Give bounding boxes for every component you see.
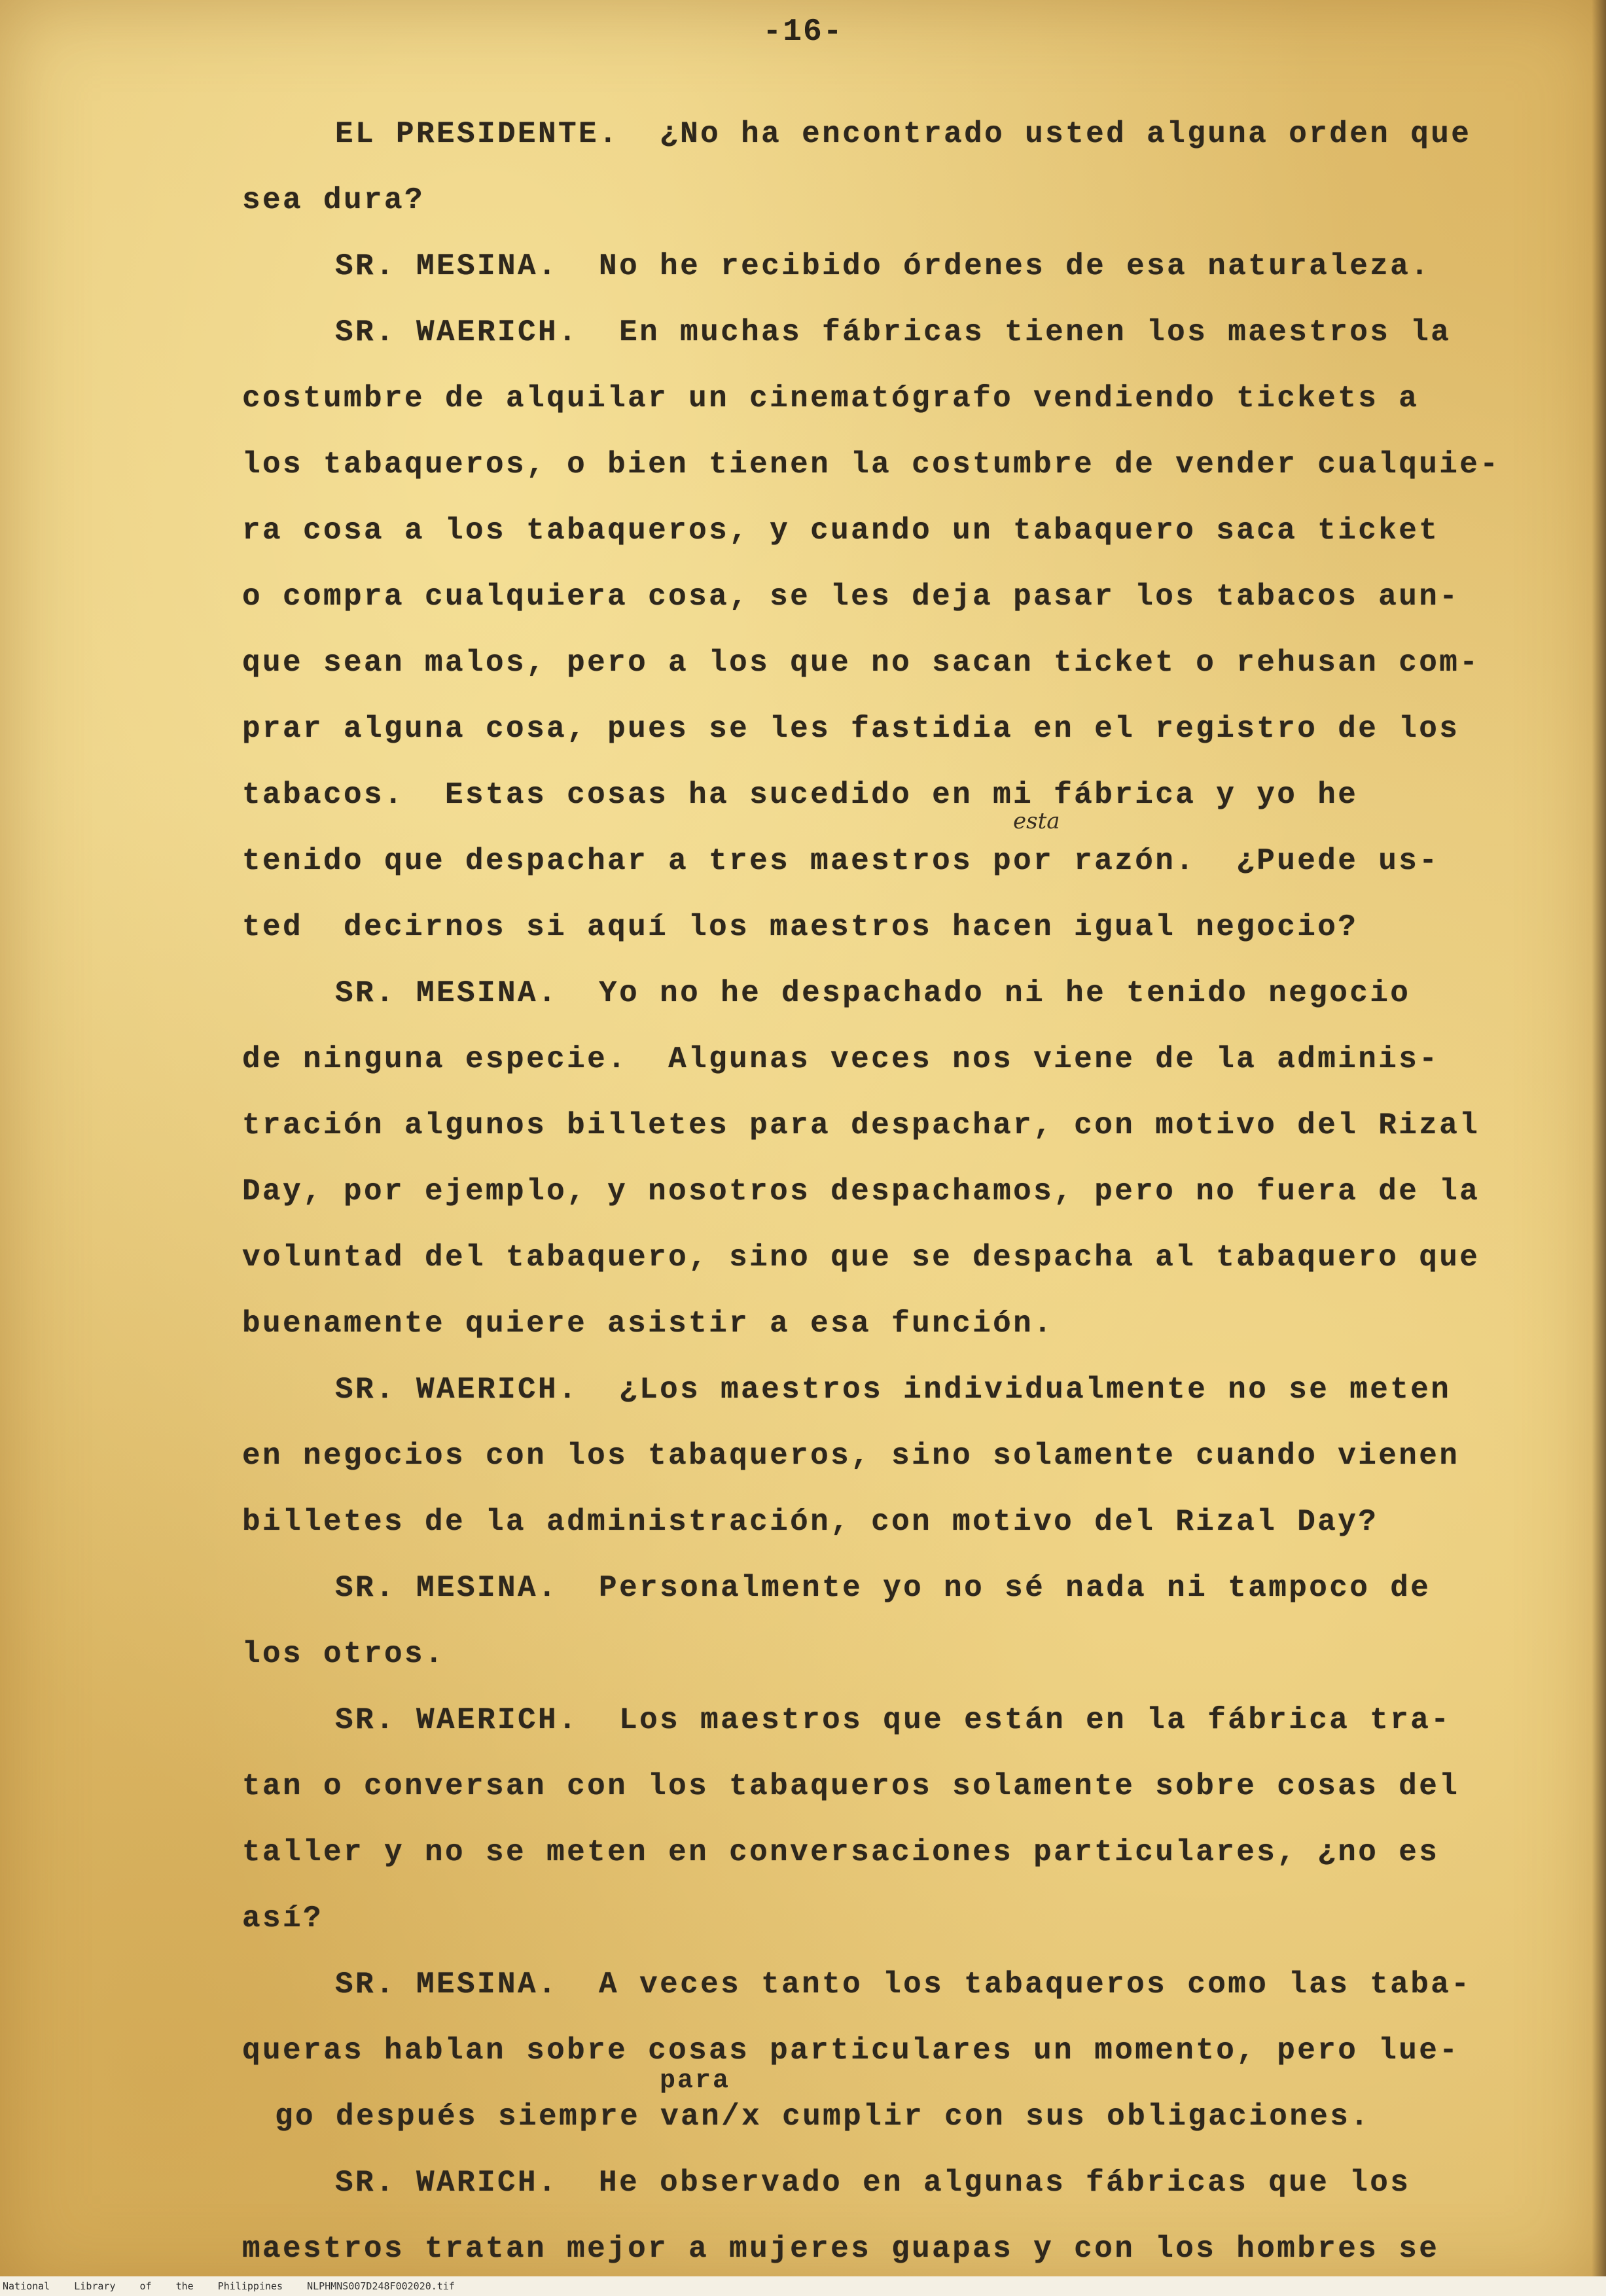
text-line: SR. MESINA. Yo no he despachado ni he tenido negocio	[335, 976, 1411, 1010]
text-line: sea dura?	[242, 183, 425, 217]
text-line: billetes de la administración, con motivo del Rizal Day?	[242, 1505, 1379, 1539]
text-line: SR. MESINA. A veces tanto los tabaqueros como las taba-	[335, 1968, 1472, 2002]
text-line: los otros.	[242, 1637, 446, 1671]
footer-filename: NLPHMNS007D248F002020.tif	[307, 2280, 455, 2292]
text-line: que sean malos, pero a los que no sacan ticket o rehusan com-	[242, 646, 1480, 680]
text-line: taller y no se meten en conversaciones particulares, ¿no es	[242, 1835, 1440, 1869]
text-line: EL PRESIDENTE. ¿No ha encontrado usted alguna orden que	[335, 117, 1472, 151]
handwritten-insertion: esta	[1013, 808, 1060, 834]
text-line: queras hablan sobre cosas particulares un momento, pero lue-	[242, 2034, 1460, 2068]
text-line: costumbre de alquilar un cinematógrafo vendiendo tickets a	[242, 381, 1419, 415]
typed-insertion: para	[660, 2066, 731, 2096]
text-line: tenido que despachar a tres maestros por razón. ¿Puede us-	[242, 844, 1440, 878]
text-line: SR. MESINA. No he recibido órdenes de esa naturaleza.	[335, 249, 1431, 283]
scan-footer	[3, 2280, 455, 2292]
footer-source: National Library of the Philippines	[3, 2280, 283, 2292]
text-line: los tabaqueros, o bien tienen la costumbre de vender cualquie-	[242, 448, 1501, 482]
text-line: buenamente quiere asistir a esa función.	[242, 1307, 1054, 1341]
text-line: ra cosa a los tabaqueros, y cuando un tabaquero saca ticket	[242, 514, 1440, 548]
text-line: en negocios con los tabaqueros, sino solamente cuando vienen	[242, 1439, 1460, 1473]
text-line: ted decirnos si aquí los maestros hacen igual negocio?	[242, 910, 1359, 944]
page-number: -16-	[762, 14, 844, 50]
text-line: SR. WAERICH. ¿Los maestros individualmente no se meten	[335, 1373, 1452, 1407]
text-line: Day, por ejemplo, y nosotros despachamos, pero no fuera de la	[242, 1174, 1480, 1209]
text-line: SR. WAERICH. Los maestros que están en la fábrica tra-	[335, 1703, 1452, 1737]
text-line: voluntad del tabaquero, sino que se despacha al tabaquero que	[242, 1241, 1480, 1275]
text-line: prar alguna cosa, pues se les fastidia en el registro de los	[242, 712, 1460, 746]
page-edge-shadow	[1592, 0, 1606, 2296]
scan-footer-band	[0, 2276, 1606, 2296]
text-line: SR. WAERICH. En muchas fábricas tienen los maestros la	[335, 315, 1452, 349]
text-line: go después siempre van/x cumplir con sus obligaciones.	[275, 2100, 1371, 2134]
text-line: tabacos. Estas cosas ha sucedido en mi fábrica y yo he	[242, 778, 1359, 812]
text-line: SR. MESINA. Personalmente yo no sé nada ni tampoco de	[335, 1571, 1431, 1605]
text-line: de ninguna especie. Algunas veces nos viene de la adminis-	[242, 1042, 1440, 1076]
text-line: maestros tratan mejor a mujeres guapas y con los hombres se	[242, 2232, 1440, 2266]
text-line: o compra cualquiera cosa, se les deja pasar los tabacos aun-	[242, 580, 1460, 614]
text-line: SR. WARICH. He observado en algunas fábricas que los	[335, 2166, 1411, 2200]
text-line: tración algunos billetes para despachar, con motivo del Rizal	[242, 1108, 1480, 1142]
text-line: tan o conversan con los tabaqueros solamente sobre cosas del	[242, 1769, 1460, 1803]
text-line: así?	[242, 1901, 324, 1935]
